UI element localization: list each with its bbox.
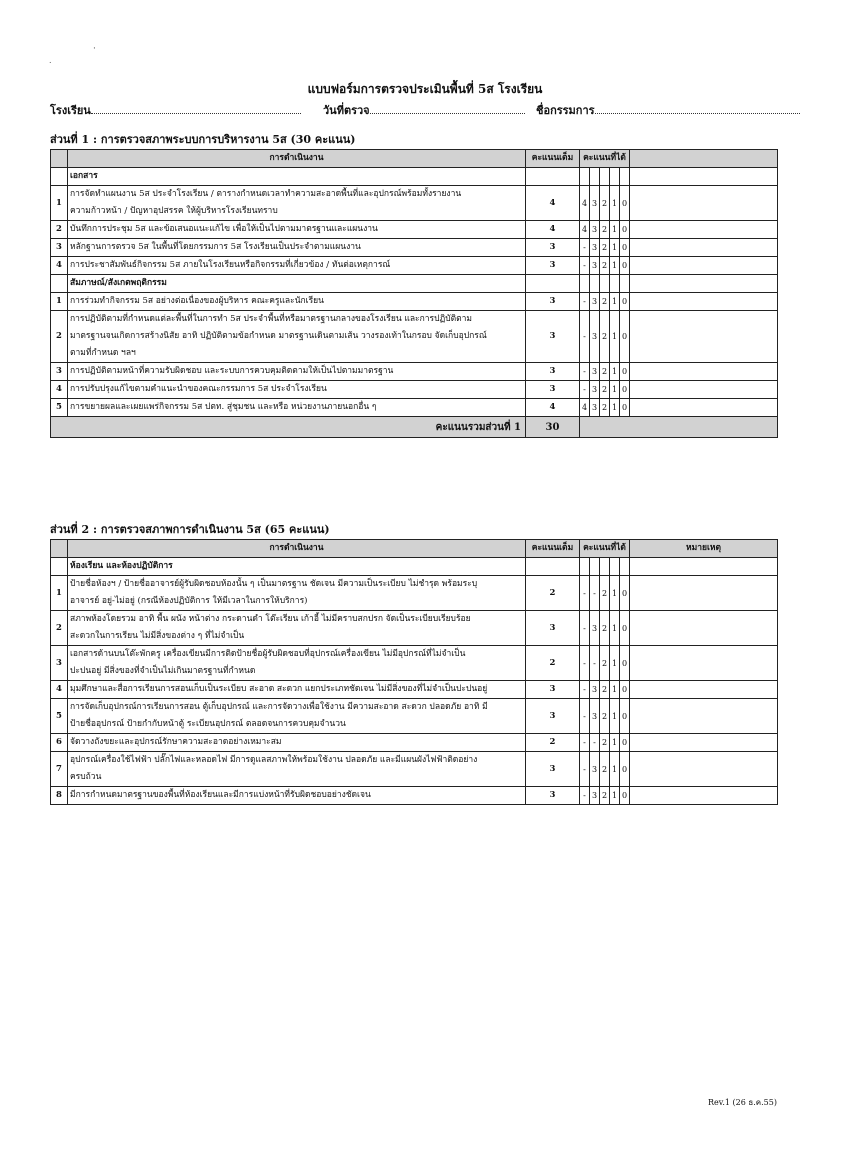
committee-label: ชื่อกรรมการ <box>536 104 595 117</box>
group-number <box>51 168 68 186</box>
score-option[interactable]: 1 <box>610 699 620 734</box>
score-option[interactable]: 2 <box>600 186 610 221</box>
note-cell[interactable] <box>630 399 778 417</box>
score-option[interactable]: - <box>580 363 590 381</box>
table-row <box>51 186 778 221</box>
score-cell <box>580 168 590 186</box>
score-option[interactable]: - <box>580 311 590 363</box>
revision-label: Rev.1 (26 ธ.ค.55) <box>708 1098 777 1107</box>
item-description-line: สภาพห้องโดยรวม อาทิ พื้น ผนัง หน้าต่าง กระดานดำ โต๊ะเรียน เก้าอี้ ไม่มีคราบสกปรก จัดเป็นระเบียบเรียบร้อย <box>70 614 471 624</box>
item-description-line: การจัดทำแผนงาน 5ส ประจำโรงเรียน / ตารางกำหนดเวลาทำความสะอาดพื้นที่และอุปกรณ์พร้อมทั้งรายงาน <box>70 189 462 199</box>
item-number: 4 <box>51 257 68 275</box>
group-label: สัมภาษณ์/สังเกตพฤติกรรม <box>68 275 526 293</box>
score-option[interactable]: - <box>580 611 590 646</box>
score-option[interactable]: 0 <box>620 611 630 646</box>
item-description-line: ตามที่กำหนด ฯลฯ <box>70 348 136 358</box>
max-score: 2 <box>526 734 580 752</box>
item-description <box>68 399 526 417</box>
item-description-line: อาจารย์ อยู่-ไม่อยู่ (กรณีห้องปฏิบัติการ ให้มีเวลาในการให้บริการ) <box>70 596 308 606</box>
score-option[interactable]: 2 <box>600 363 610 381</box>
item-description <box>68 239 526 257</box>
score-option[interactable]: 3 <box>590 381 600 399</box>
score-cell <box>590 558 600 576</box>
table-row <box>51 399 778 417</box>
score-option[interactable]: 0 <box>620 257 630 275</box>
max-score: 2 <box>526 576 580 611</box>
item-description <box>68 646 526 681</box>
note-cell[interactable] <box>630 221 778 239</box>
score-option[interactable]: 3 <box>590 787 600 805</box>
table-row <box>51 311 778 363</box>
scan-speck: · <box>93 44 96 54</box>
table-row <box>51 646 778 681</box>
col-task-header: การดำเนินงาน <box>68 150 526 168</box>
part1-header-row <box>51 150 778 168</box>
score-option[interactable]: - <box>590 646 600 681</box>
note-cell[interactable] <box>630 186 778 221</box>
table-row <box>51 681 778 699</box>
item-description-line: บันทึกการประชุม 5ส และข้อเสนอแนะแก้ไข เพื่อให้เป็นไปตามมาตรฐานและแผนงาน <box>70 224 378 234</box>
score-option[interactable]: 3 <box>590 257 600 275</box>
item-number: 1 <box>51 576 68 611</box>
committee-blank[interactable] <box>595 104 800 114</box>
item-description <box>68 257 526 275</box>
note-cell[interactable] <box>630 558 778 576</box>
note-cell[interactable] <box>630 168 778 186</box>
committee-field <box>536 101 800 119</box>
note-cell[interactable] <box>630 363 778 381</box>
score-cell <box>610 168 620 186</box>
item-description-line: มีการกำหนดมาตรฐานของพื้นที่ห้องเรียนและมีการแบ่งหน้าที่รับผิดชอบอย่างชัดเจน <box>70 790 371 800</box>
score-option[interactable]: 1 <box>610 787 620 805</box>
score-option[interactable]: 1 <box>610 293 620 311</box>
score-option[interactable]: 0 <box>620 752 630 787</box>
max-score: 3 <box>526 787 580 805</box>
score-option[interactable]: 2 <box>600 681 610 699</box>
table-row <box>51 699 778 734</box>
score-option[interactable]: 3 <box>590 611 600 646</box>
score-option[interactable]: 0 <box>620 646 630 681</box>
table-row <box>51 293 778 311</box>
item-number: 1 <box>51 186 68 221</box>
score-option[interactable]: 4 <box>580 186 590 221</box>
score-cell <box>610 558 620 576</box>
score-option[interactable]: 2 <box>600 646 610 681</box>
col-note-header: หมายเหตุ <box>630 540 778 558</box>
note-cell[interactable] <box>630 293 778 311</box>
score-option[interactable]: - <box>580 787 590 805</box>
item-number: 4 <box>51 681 68 699</box>
total-row <box>51 417 778 438</box>
score-cell <box>600 168 610 186</box>
score-option[interactable]: 1 <box>610 257 620 275</box>
note-cell[interactable] <box>630 576 778 611</box>
item-description-line: สะดวกในการเรียน ไม่มีสิ่งของต่าง ๆ ที่ไม่จำเป็น <box>70 631 245 641</box>
score-option[interactable]: 4 <box>580 399 590 417</box>
item-description-line: ป้ายชื่ออุปกรณ์ ป้ายกำกับหน้าตู้ ระเบียนอุปกรณ์ ตลอดจนการควบคุมจำนวน <box>70 719 346 729</box>
scan-speck: ˙ <box>48 62 53 72</box>
score-option[interactable]: - <box>580 752 590 787</box>
school-field <box>50 101 301 119</box>
score-option[interactable]: 2 <box>600 611 610 646</box>
score-option[interactable]: 0 <box>620 699 630 734</box>
table-row <box>51 787 778 805</box>
item-description-line: เอกสารด้านบนโต๊ะพักครู เครื่องเขียนมีการติดป้ายชื่อผู้รับผิดชอบที่อุปกรณ์เครื่องเขียน ไม่มีอุปกรณ์ที่ไม่จำเป็น <box>70 649 466 659</box>
score-option[interactable]: 1 <box>610 311 620 363</box>
group-row <box>51 558 778 576</box>
note-cell[interactable] <box>630 611 778 646</box>
item-number: 8 <box>51 787 68 805</box>
item-number: 3 <box>51 363 68 381</box>
score-cell <box>620 558 630 576</box>
score-option[interactable]: 3 <box>590 293 600 311</box>
group-label: เอกสาร <box>68 168 526 186</box>
date-blank[interactable] <box>370 104 525 114</box>
max-score: 3 <box>526 239 580 257</box>
score-option[interactable]: 1 <box>610 239 620 257</box>
score-option[interactable]: - <box>580 257 590 275</box>
group-label: ห้องเรียน และห้องปฏิบัติการ <box>68 558 526 576</box>
note-cell[interactable] <box>630 311 778 363</box>
item-description <box>68 681 526 699</box>
score-option[interactable]: 3 <box>590 363 600 381</box>
item-number: 5 <box>51 699 68 734</box>
score-option[interactable]: 1 <box>610 381 620 399</box>
score-option[interactable]: 3 <box>590 186 600 221</box>
table-row <box>51 611 778 646</box>
item-number: 1 <box>51 293 68 311</box>
score-option[interactable]: 1 <box>610 186 620 221</box>
note-cell[interactable] <box>630 646 778 681</box>
total-filler <box>580 417 778 438</box>
note-cell[interactable] <box>630 699 778 734</box>
score-option[interactable]: 2 <box>600 381 610 399</box>
item-description-line: การขยายผลและเผยแพร่กิจกรรม 5ส ปตท. สู่ชุมชน และหรือ หน่วยงานภายนอกอื่น ๆ <box>70 402 377 412</box>
score-option[interactable]: 2 <box>600 699 610 734</box>
score-option[interactable]: 0 <box>620 293 630 311</box>
table-row <box>51 239 778 257</box>
score-option[interactable]: - <box>580 239 590 257</box>
score-option[interactable]: 1 <box>610 734 620 752</box>
item-number: 2 <box>51 221 68 239</box>
score-option[interactable]: 0 <box>620 221 630 239</box>
score-option[interactable]: 0 <box>620 239 630 257</box>
score-option[interactable]: 3 <box>590 221 600 239</box>
max-score: 4 <box>526 221 580 239</box>
score-option[interactable]: 2 <box>600 734 610 752</box>
form-title: แบบฟอร์มการตรวจประเมินพื้นที่ 5ส โรงเรียน <box>307 82 543 96</box>
score-option[interactable]: 0 <box>620 311 630 363</box>
group-max <box>526 275 580 293</box>
item-description-line: ป้ายชื่อห้องฯ / ป้ายชื่ออาจารย์ผู้รับผิดชอบห้องนั้น ๆ เป็นมาตรฐาน ชัดเจน มีความเป็นระเบียบ ไม่ชำรุด พร้อมระบุ <box>70 579 478 589</box>
group-max <box>526 558 580 576</box>
table-row <box>51 752 778 787</box>
item-description-line: มุมศึกษาและสื่อการเรียนการสอนเก็บเป็นระเบียบ สะอาด สะดวก แยกประเภทชัดเจน ไม่มีสิ่งของที่ไม่จำเป็นปะปนอยู่ <box>70 684 488 694</box>
score-option[interactable]: 2 <box>600 311 610 363</box>
note-cell[interactable] <box>630 257 778 275</box>
table-row <box>51 734 778 752</box>
score-option[interactable]: 2 <box>600 257 610 275</box>
col-max-header: คะแนนเต็ม <box>526 150 580 168</box>
score-option[interactable]: 3 <box>590 399 600 417</box>
item-description-line: การปฏิบัติตามหน้าที่ความรับผิดชอบ และระบบการควบคุมติดตามให้เป็นไปตามมาตรฐาน <box>70 366 394 376</box>
item-description <box>68 293 526 311</box>
score-option[interactable]: - <box>580 734 590 752</box>
score-option[interactable]: 1 <box>610 363 620 381</box>
score-option[interactable]: 2 <box>600 221 610 239</box>
note-cell[interactable] <box>630 239 778 257</box>
item-number: 4 <box>51 381 68 399</box>
part2-heading: ส่วนที่ 2 : การตรวจสภาพการดำเนินงาน 5ส (65 คะแนน) <box>50 523 330 536</box>
col-score-header: คะแนนที่ได้ <box>580 150 630 168</box>
score-option[interactable]: 2 <box>600 239 610 257</box>
score-option[interactable]: 3 <box>590 681 600 699</box>
item-description-line: ครบถ้วน <box>70 772 102 782</box>
item-description-line: การปรับปรุงแก้ไขตามคำแนะนำของคณะกรรมการ 5ส ประจำโรงเรียน <box>70 384 327 394</box>
item-description-line: อุปกรณ์เครื่องใช้ไฟฟ้า ปลั๊กไฟและหลอดไฟ มีการดูแลสภาพให้พร้อมใช้งาน ปลอดภัย และมีแผนผังไฟฟ้าติดอย่าง <box>70 755 478 765</box>
col-task-header: การดำเนินงาน <box>68 540 526 558</box>
item-description-line: การร่วมทำกิจกรรม 5ส อย่างต่อเนื่องของผู้บริหาร คณะครูและนักเรียน <box>70 296 324 306</box>
date-field <box>323 101 525 119</box>
score-option[interactable]: 3 <box>590 239 600 257</box>
note-cell[interactable] <box>630 787 778 805</box>
group-number <box>51 558 68 576</box>
score-option[interactable]: 1 <box>610 576 620 611</box>
col-score-header: คะแนนที่ได้ <box>580 540 630 558</box>
score-option[interactable]: 0 <box>620 576 630 611</box>
table-row <box>51 576 778 611</box>
score-cell <box>580 558 590 576</box>
score-cell <box>610 275 620 293</box>
score-option[interactable]: 1 <box>610 399 620 417</box>
score-option[interactable]: 4 <box>580 221 590 239</box>
score-option[interactable]: 1 <box>610 752 620 787</box>
score-option[interactable]: - <box>590 576 600 611</box>
item-description-line: หลักฐานการตรวจ 5ส ในพื้นที่โดยกรรมการ 5ส โรงเรียนเป็นประจำตามแผนงาน <box>70 242 361 252</box>
score-option[interactable]: - <box>580 576 590 611</box>
score-option[interactable]: - <box>580 293 590 311</box>
score-option[interactable]: - <box>580 381 590 399</box>
score-option[interactable]: 0 <box>620 681 630 699</box>
score-option[interactable]: 2 <box>600 399 610 417</box>
score-option[interactable]: 1 <box>610 611 620 646</box>
note-cell[interactable] <box>630 681 778 699</box>
date-label: วันที่ตรวจ <box>323 104 370 117</box>
score-option[interactable]: 3 <box>590 311 600 363</box>
part2-header-row <box>51 540 778 558</box>
max-score: 3 <box>526 752 580 787</box>
score-option[interactable]: 2 <box>600 752 610 787</box>
item-description <box>68 576 526 611</box>
item-description <box>68 699 526 734</box>
note-cell[interactable] <box>630 734 778 752</box>
max-score: 3 <box>526 311 580 363</box>
item-number: 5 <box>51 399 68 417</box>
item-description <box>68 787 526 805</box>
item-description <box>68 381 526 399</box>
score-option[interactable]: 0 <box>620 186 630 221</box>
score-option[interactable]: - <box>580 681 590 699</box>
table-row <box>51 221 778 239</box>
total-label: คะแนนรวมส่วนที่ 1 <box>51 417 526 438</box>
item-description-line: การจัดเก็บอุปกรณ์การเรียนการสอน ตู้เก็บอุปกรณ์ และการจัดวางเพื่อใช้งาน มีความสะอาด สะดวก ปลอดภัย อาทิ มี <box>70 702 488 712</box>
item-description <box>68 311 526 363</box>
score-cell <box>600 275 610 293</box>
part1-table <box>50 149 778 438</box>
score-option[interactable]: 0 <box>620 787 630 805</box>
item-number: 6 <box>51 734 68 752</box>
score-option[interactable]: 1 <box>610 681 620 699</box>
score-option[interactable]: - <box>590 734 600 752</box>
note-cell[interactable] <box>630 381 778 399</box>
item-description-line: จัดวางถังขยะและอุปกรณ์รักษาความสะอาดอย่างเหมาะสม <box>70 737 282 747</box>
max-score: 3 <box>526 699 580 734</box>
item-number: 2 <box>51 611 68 646</box>
group-row <box>51 168 778 186</box>
group-max <box>526 168 580 186</box>
item-description-line: ปะปนอยู่ มีสิ่งของที่จำเป็นไม่เกินมาตรฐานที่กำหนด <box>70 666 256 676</box>
score-cell <box>600 558 610 576</box>
score-option[interactable]: - <box>580 699 590 734</box>
item-description <box>68 752 526 787</box>
group-row <box>51 275 778 293</box>
max-score: 3 <box>526 257 580 275</box>
score-option[interactable]: 3 <box>590 699 600 734</box>
item-description <box>68 611 526 646</box>
max-score: 3 <box>526 611 580 646</box>
score-option[interactable]: 2 <box>600 293 610 311</box>
score-option[interactable]: 1 <box>610 221 620 239</box>
col-max-header: คะแนนเต็ม <box>526 540 580 558</box>
item-number: 7 <box>51 752 68 787</box>
score-option[interactable]: 2 <box>600 576 610 611</box>
score-option[interactable]: 0 <box>620 363 630 381</box>
score-option[interactable]: 3 <box>590 752 600 787</box>
school-label: โรงเรียน <box>50 104 91 117</box>
note-cell[interactable] <box>630 275 778 293</box>
max-score: 4 <box>526 399 580 417</box>
note-cell[interactable] <box>630 752 778 787</box>
item-description <box>68 363 526 381</box>
max-score: 3 <box>526 681 580 699</box>
table-row <box>51 381 778 399</box>
score-option[interactable]: 0 <box>620 734 630 752</box>
item-description-line: การปฏิบัติตามที่กำหนดแต่ละพื้นที่ในการทำ 5ส ประจำพื้นที่หรือมาตรฐานกลางของโรงเรียน และการปฏิบัติตาม <box>70 314 473 324</box>
item-description <box>68 186 526 221</box>
score-cell <box>620 275 630 293</box>
score-cell <box>590 275 600 293</box>
total-value: 30 <box>526 417 580 438</box>
table-row <box>51 257 778 275</box>
part1-heading: ส่วนที่ 1 : การตรวจสภาพระบบการบริหารงาน 5ส (30 คะแนน) <box>50 133 356 146</box>
score-cell <box>590 168 600 186</box>
max-score: 2 <box>526 646 580 681</box>
item-number: 3 <box>51 646 68 681</box>
item-description-line: มาตรฐานจนเกิดการสร้างนิสัย อาทิ ปฏิบัติตามข้อกำหนด มาตรฐานเดินตามเส้น วางรองเท้าในกรอบ จัดเก็บอุปกรณ์ <box>70 331 487 341</box>
item-description-line: ความก้าวหน้า / ปัญหาอุปสรรค ให้ผู้บริหารโรงเรียนทราบ <box>70 206 278 216</box>
max-score: 3 <box>526 381 580 399</box>
score-cell <box>580 275 590 293</box>
table-row <box>51 363 778 381</box>
score-option[interactable]: 2 <box>600 787 610 805</box>
max-score: 3 <box>526 293 580 311</box>
item-number: 2 <box>51 311 68 363</box>
max-score: 4 <box>526 186 580 221</box>
score-option[interactable]: 0 <box>620 381 630 399</box>
item-description-line: การประชาสัมพันธ์กิจกรรม 5ส ภายในโรงเรียนหรือกิจกรรมที่เกี่ยวข้อง / ทันต่อเหตุการณ์ <box>70 260 391 270</box>
part2-table <box>50 539 778 805</box>
score-option[interactable]: 1 <box>610 646 620 681</box>
item-description <box>68 734 526 752</box>
school-blank[interactable] <box>91 104 301 114</box>
group-number <box>51 275 68 293</box>
score-option[interactable]: 0 <box>620 399 630 417</box>
score-option[interactable]: - <box>580 646 590 681</box>
item-description <box>68 221 526 239</box>
item-number: 3 <box>51 239 68 257</box>
max-score: 3 <box>526 363 580 381</box>
score-cell <box>620 168 630 186</box>
